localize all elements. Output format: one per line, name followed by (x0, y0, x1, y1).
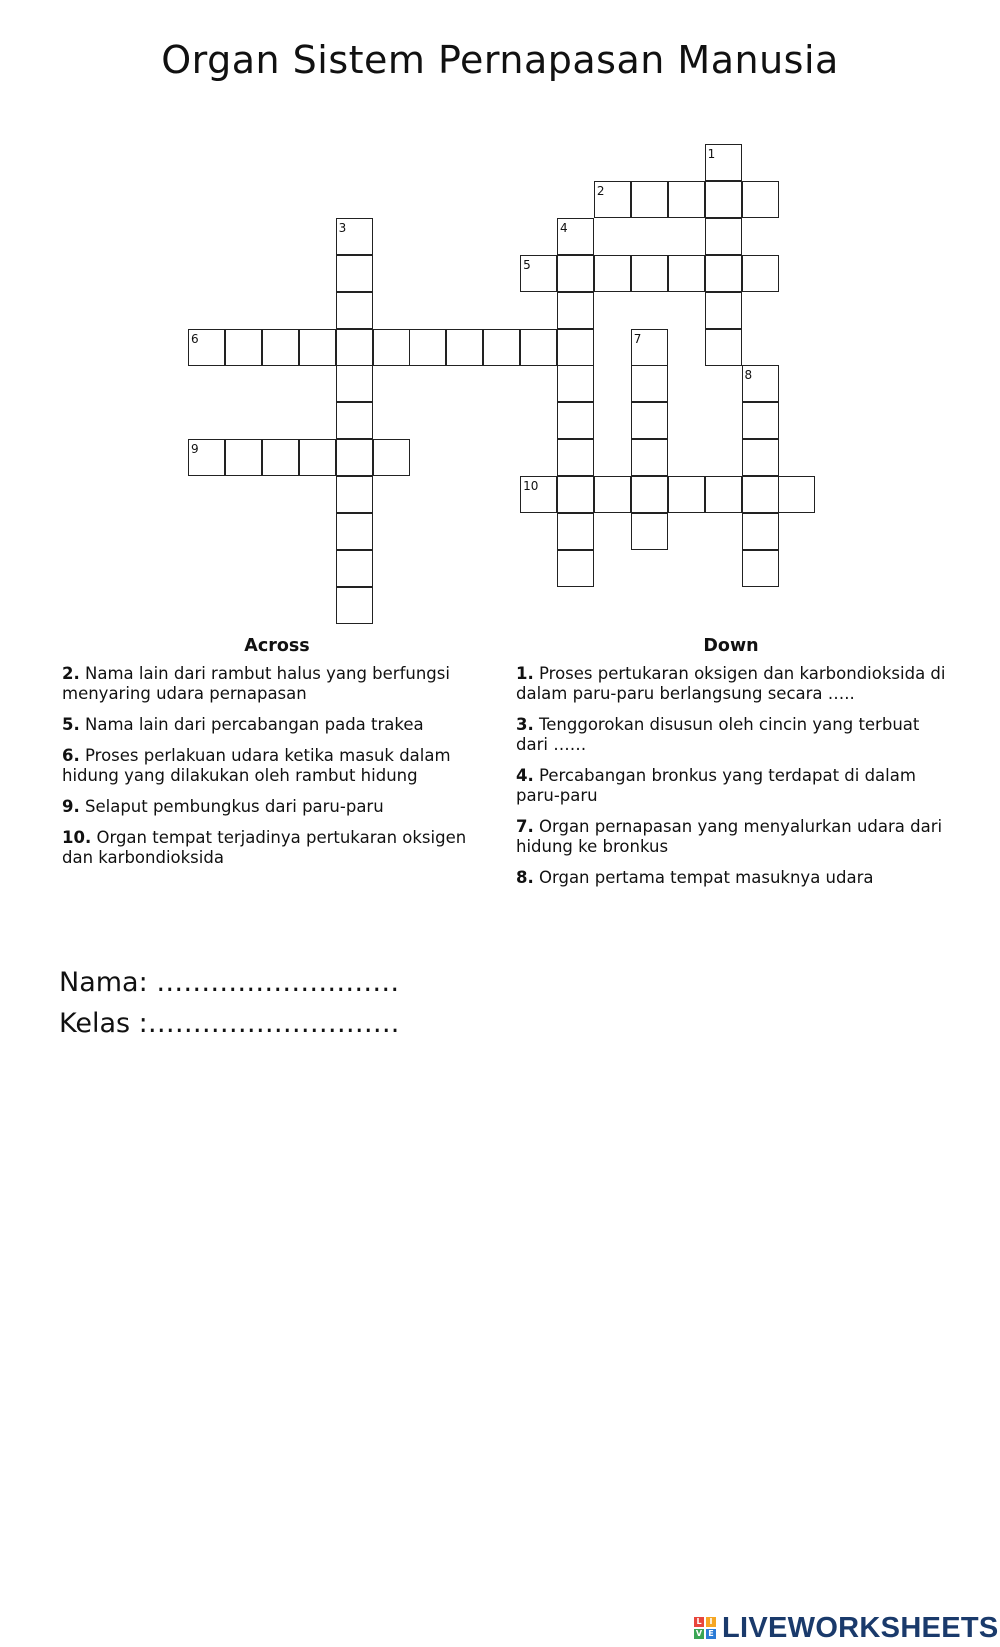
crossword-cell[interactable] (373, 439, 410, 476)
down-clue (516, 766, 946, 806)
crossword-cell[interactable] (520, 476, 557, 513)
crossword-cell[interactable] (557, 476, 594, 513)
clue-text: Proses pertukaran oksigen dan karbondioksida di dalam paru-paru berlangsung secara ….. (516, 664, 946, 703)
clue-text: Organ pertama tempat masuknya udara (533, 868, 874, 887)
crossword-cell[interactable] (557, 329, 594, 366)
liveworksheets-mark-icon (694, 1617, 716, 1639)
crossword-grid (0, 0, 1000, 640)
crossword-cell[interactable] (520, 255, 557, 292)
crossword-cell[interactable] (336, 513, 373, 550)
crossword-cell[interactable] (631, 255, 668, 292)
crossword-cell[interactable] (557, 402, 594, 439)
clue-number: 8. (516, 868, 534, 887)
crossword-cell[interactable] (631, 476, 668, 513)
crossword-cell[interactable] (705, 144, 742, 181)
down-clue (516, 664, 946, 704)
logo-mark-square: I (706, 1617, 716, 1627)
crossword-cell[interactable] (778, 476, 815, 513)
clue-number: 2. (62, 664, 80, 683)
crossword-cell[interactable] (631, 181, 668, 218)
crossword-cell[interactable] (483, 329, 520, 366)
crossword-cell[interactable] (705, 255, 742, 292)
class-field[interactable]: Kelas :………………………. (59, 1008, 400, 1039)
crossword-cell[interactable] (631, 365, 668, 402)
down-clue (516, 868, 946, 888)
crossword-cell[interactable] (336, 365, 373, 402)
crossword-cell[interactable] (742, 439, 779, 476)
crossword-cell[interactable] (557, 255, 594, 292)
across-clue (62, 715, 492, 735)
clue-text: Organ tempat terjadinya pertukaran oksigen dan karbondioksida (62, 828, 467, 867)
across-clue (62, 797, 492, 817)
crossword-cell[interactable] (557, 550, 594, 587)
crossword-cell[interactable] (742, 255, 779, 292)
crossword-cell[interactable] (373, 329, 410, 366)
clue-number: 1. (516, 664, 534, 683)
crossword-cell[interactable] (299, 439, 336, 476)
crossword-cell[interactable] (336, 402, 373, 439)
crossword-cell[interactable] (336, 587, 373, 624)
clue-number: 4. (516, 766, 534, 785)
crossword-cell[interactable] (225, 439, 262, 476)
crossword-cell[interactable] (336, 255, 373, 292)
clue-number-5: 5 (523, 257, 531, 272)
student-fields (59, 962, 399, 1044)
crossword-cell[interactable] (188, 439, 225, 476)
clue-number: 9. (62, 797, 80, 816)
crossword-cell[interactable] (336, 476, 373, 513)
page-title: Organ Sistem Pernapasan Manusia (161, 38, 839, 82)
clue-number: 5. (62, 715, 80, 734)
clue-number-6: 6 (191, 331, 199, 346)
crossword-cell[interactable] (336, 329, 373, 366)
crossword-cell[interactable] (557, 365, 594, 402)
clue-number: 6. (62, 746, 80, 765)
liveworksheets-logo (694, 1612, 999, 1644)
clue-number-4: 4 (560, 220, 568, 235)
logo-mark-square: V (695, 1629, 703, 1638)
crossword-cell[interactable] (668, 181, 705, 218)
crossword-cell[interactable] (705, 181, 742, 218)
crossword-cell[interactable] (705, 292, 742, 329)
crossword-cell[interactable] (520, 329, 557, 366)
across-clue-list (62, 664, 492, 868)
across-clue (62, 746, 492, 786)
crossword-cell[interactable] (262, 329, 299, 366)
crossword-cell[interactable] (631, 329, 668, 366)
crossword-cell[interactable] (594, 255, 631, 292)
clue-number-7: 7 (633, 331, 642, 346)
across-clue (62, 664, 492, 704)
clue-number: 10. (62, 828, 92, 847)
clue-number: 3. (516, 715, 534, 734)
crossword-cell[interactable] (557, 292, 594, 329)
clue-text: Tenggorokan disusun oleh cincin yang terbuat dari …… (516, 715, 920, 754)
down-clues (516, 636, 946, 899)
crossword-cell[interactable] (742, 476, 779, 513)
clue-number-10: 10 (523, 479, 539, 494)
logo-mark-square: L (694, 1617, 704, 1627)
across-clues (62, 636, 492, 879)
crossword-cell[interactable] (705, 476, 742, 513)
crossword-cell[interactable] (557, 439, 594, 476)
clue-text: Selaput pembungkus dari paru-paru (79, 797, 384, 816)
crossword-cell[interactable] (742, 365, 779, 402)
crossword-cell[interactable] (336, 439, 373, 476)
logo-mark-square: E (706, 1629, 716, 1639)
crossword-cell[interactable] (188, 329, 225, 366)
clue-number-1: 1 (707, 147, 716, 161)
crossword-cell[interactable] (668, 476, 705, 513)
clue-text: Nama lain dari percabangan pada trakea (79, 715, 424, 734)
down-heading: Down (703, 636, 759, 656)
crossword-cell[interactable] (594, 181, 631, 218)
clue-number-3: 3 (338, 220, 347, 235)
clue-text: Organ pernapasan yang menyalurkan udara dari hidung ke bronkus (516, 817, 943, 856)
crossword-cell[interactable] (705, 218, 742, 255)
clue-number-8: 8 (744, 368, 753, 383)
crossword-cell[interactable] (594, 476, 631, 513)
across-heading: Across (244, 636, 310, 656)
down-clue (516, 817, 946, 857)
crossword-cell[interactable] (631, 439, 668, 476)
clue-text: Nama lain dari rambut halus yang berfungsi menyaring udara pernapasan (62, 664, 450, 703)
crossword-cell[interactable] (631, 402, 668, 439)
crossword-cell[interactable] (557, 513, 594, 550)
down-clue (516, 715, 946, 755)
crossword-cell[interactable] (336, 550, 373, 587)
brand-name: LIVEWORKSHEETS (722, 1611, 999, 1644)
crossword-cell[interactable] (446, 329, 483, 366)
crossword-cell[interactable] (742, 181, 779, 218)
crossword-cell[interactable] (742, 402, 779, 439)
across-clue (62, 828, 492, 868)
clue-number-9: 9 (191, 442, 199, 457)
crossword-cell[interactable] (742, 550, 779, 587)
crossword-cell[interactable] (299, 329, 336, 366)
crossword-cell[interactable] (409, 329, 446, 366)
name-field[interactable]: Nama: ……………………… (59, 967, 400, 998)
crossword-cell[interactable] (225, 329, 262, 366)
down-clue-list (516, 664, 946, 888)
clue-text: Percabangan bronkus yang terdapat di dalam paru-paru (516, 766, 916, 805)
crossword-cell[interactable] (557, 218, 594, 255)
clue-number: 7. (516, 817, 534, 836)
crossword-cell[interactable] (631, 513, 668, 550)
clue-number-2: 2 (596, 183, 605, 198)
crossword-cell[interactable] (668, 255, 705, 292)
crossword-cell[interactable] (742, 513, 779, 550)
crossword-cell[interactable] (705, 329, 742, 366)
crossword-cell[interactable] (336, 292, 373, 329)
crossword-cell[interactable] (262, 439, 299, 476)
clue-text: Proses perlakuan udara ketika masuk dalam hidung yang dilakukan oleh rambut hidung (62, 746, 451, 785)
crossword-cell[interactable] (336, 218, 373, 255)
